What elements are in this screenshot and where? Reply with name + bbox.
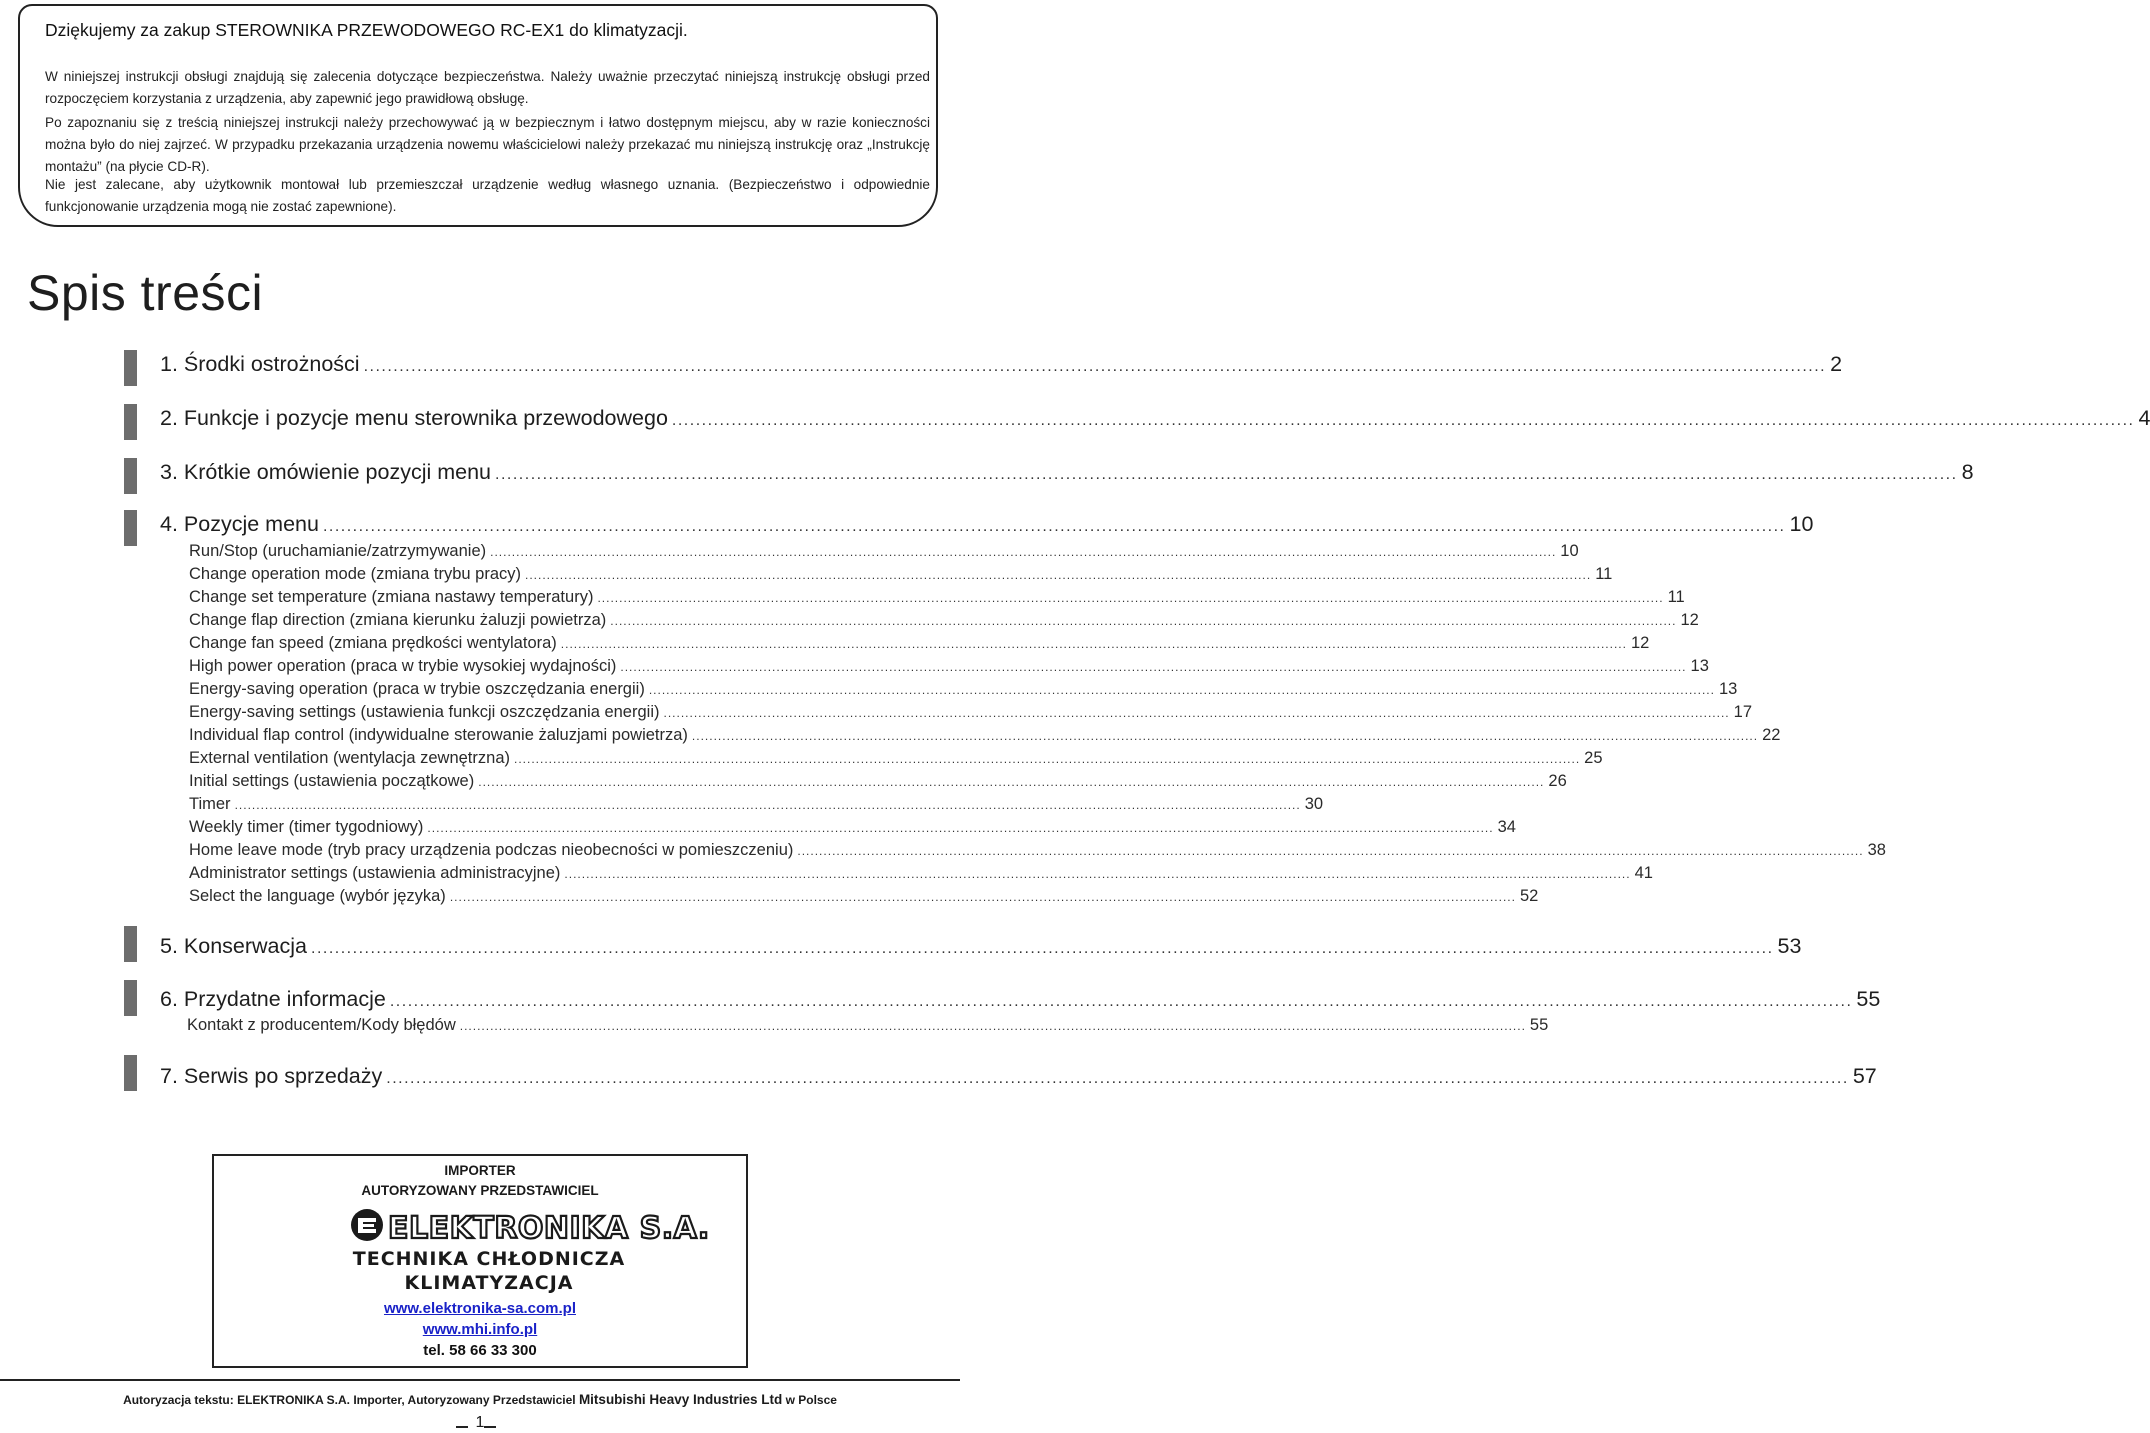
toc-menu-item[interactable] (189, 818, 1516, 837)
leader-dots (427, 821, 1493, 835)
toc-item-label: Select the language (wybór języka) (189, 887, 446, 905)
section-marker-bar (124, 510, 137, 546)
authorized-representative-label: AUTORYZOWANY PRZEDSTAWICIEL (361, 1183, 599, 1198)
logo-wordmark: ELEKTRONIKA S.A. (388, 1211, 710, 1246)
leader-dots (649, 683, 1715, 697)
toc-section-page: 4 (2138, 406, 2150, 430)
toc-section-page: 57 (1852, 1064, 1877, 1088)
toc-menu-item[interactable] (189, 634, 1650, 653)
toc-menu-item[interactable] (189, 795, 1324, 814)
toc-menu-item[interactable] (189, 565, 1613, 584)
toc-item-label: Home leave mode (tryb pracy urządzenia podczas nieobecności w pomieszczeniu) (189, 841, 794, 859)
toc-item-label: Individual flap control (indywidualne sterowanie żaluzjami powietrza) (189, 726, 688, 744)
toc-item-page: 12 (1630, 634, 1650, 652)
toc-menu-item[interactable] (189, 864, 1653, 883)
toc-item-page: 17 (1733, 703, 1753, 721)
toc-section-label: 6. Przydatne informacje (160, 987, 386, 1011)
toc-item-page: 11 (1667, 588, 1685, 606)
toc-heading: Spis treści (27, 265, 264, 321)
toc-item-label: Change flap direction (zmiana kierunku żaluzji powietrza) (189, 611, 607, 629)
toc-item-page: 52 (1519, 887, 1539, 905)
leader-dots (390, 993, 1853, 1011)
toc-item-page: 25 (1584, 749, 1603, 767)
toc-section-3[interactable] (160, 460, 1974, 485)
toc-item-label: Change set temperature (zmiana nastawy temperatury) (189, 588, 594, 606)
elektronika-logo (346, 1206, 710, 1294)
section-marker-bar (124, 1055, 137, 1091)
leader-dots (610, 614, 1676, 628)
toc-section-label: 2. Funkcje i pozycje menu sterownika przewodowego (160, 406, 668, 430)
toc-section-7[interactable] (160, 1064, 1877, 1089)
footer-credit (0, 1392, 960, 1407)
toc-item-label: Kontakt z producentem/Kody błędów (187, 1016, 456, 1034)
leader-dots (364, 358, 1827, 376)
toc-item-label: Initial settings (ustawienia początkowe) (189, 772, 475, 790)
toc-item-page: 13 (1718, 680, 1738, 698)
leader-dots (478, 775, 1544, 789)
logo-subtitle-2: KLIMATYZACJA (404, 1272, 574, 1294)
toc-item-page: 26 (1548, 772, 1567, 790)
footer-text-b: w Polsce (782, 1393, 837, 1407)
leader-dots (692, 729, 1758, 743)
importer-label: IMPORTER (444, 1163, 516, 1178)
toc-item-label: Weekly timer (timer tygodniowy) (189, 818, 424, 836)
toc-section-page: 53 (1777, 934, 1802, 958)
page-number-value: 1 (475, 1414, 485, 1431)
toc-menu-item[interactable] (189, 841, 1886, 860)
leader-dots (450, 890, 1516, 904)
toc-section-page: 2 (1830, 352, 1843, 376)
intro-paragraph-1: W niniejszej instrukcji obsługi znajdują się zalecenia dotyczące bezpieczeństwa. Należy uważnie przeczytać niniejszą instrukcję obsługi przed rozpoczęciem korzystania z urządzenia, aby zapewnić jego prawidłową obsługę. (45, 69, 930, 106)
toc-item-page: 11 (1595, 565, 1613, 583)
toc-section-label: 5. Konserwacja (160, 934, 307, 958)
toc-item-page: 30 (1304, 795, 1324, 813)
toc-menu-item[interactable] (189, 887, 1539, 906)
toc-item-page: 10 (1560, 542, 1579, 560)
intro-title: Dziękujemy za zakup STEROWNIKA PRZEWODOWEGO RC-EX1 do klimatyzacji. (45, 20, 688, 40)
toc-item-page: 34 (1497, 818, 1516, 836)
phone-number: tel. 58 66 33 300 (423, 1342, 537, 1359)
leader-dots (620, 660, 1686, 674)
toc-item-label: Timer (189, 795, 231, 813)
toc-item-page: 55 (1529, 1016, 1549, 1034)
toc-menu-item[interactable] (189, 611, 1699, 630)
page-number-dash (484, 1426, 496, 1428)
leader-dots (460, 1019, 1526, 1033)
website-link-mhi[interactable]: www.mhi.info.pl (422, 1321, 538, 1338)
toc-section-page: 10 (1789, 512, 1814, 536)
leader-dots (672, 412, 2135, 430)
leader-dots (514, 752, 1580, 766)
toc-section-2[interactable] (160, 406, 2150, 431)
toc-section-4[interactable] (160, 512, 1814, 537)
leader-dots (525, 568, 1591, 582)
toc-section-label: 4. Pozycje menu (160, 512, 319, 536)
section-marker-bar (124, 980, 137, 1016)
toc-section-5[interactable] (160, 934, 1802, 959)
toc-section-page: 55 (1856, 987, 1881, 1011)
toc-section-label: 7. Serwis po sprzedaży (160, 1064, 383, 1088)
toc-menu-item[interactable] (189, 772, 1567, 791)
leader-dots (663, 706, 1729, 720)
leader-dots (235, 798, 1301, 812)
toc-item-label: Change operation mode (zmiana trybu pracy) (189, 565, 522, 583)
toc-menu-item[interactable] (189, 542, 1579, 561)
leader-dots (495, 466, 1958, 484)
toc-item-label: Energy-saving operation (praca w trybie oszczędzania energii) (189, 680, 645, 698)
toc-menu-item[interactable] (189, 657, 1709, 676)
toc-item-label: Run/Stop (uruchamianie/zatrzymywanie) (189, 542, 487, 560)
toc-section-1[interactable] (160, 352, 1843, 377)
toc-item-page: 12 (1680, 611, 1699, 629)
leader-dots (490, 545, 1556, 559)
website-link-elektronika[interactable]: www.elektronika-sa.com.pl (383, 1300, 576, 1317)
toc-menu-item[interactable] (189, 588, 1685, 607)
toc-item-page: 22 (1762, 726, 1781, 744)
toc-item-page: 38 (1867, 841, 1886, 859)
intro-paragraph-3: Nie jest zalecane, aby użytkownik montował lub przemieszczał urządzenie według własnego uznania. (Bezpieczeństwo i odpowiednie funkcjonowanie urządzenia mogą nie zostać zapewnione). (45, 177, 930, 214)
logo-subtitle-1: TECHNIKA CHŁODNICZA (352, 1248, 626, 1270)
footer-text-a: Autoryzacja tekstu: ELEKTRONIKA S.A. Importer, Autoryzowany Przedstawiciel (123, 1393, 579, 1407)
toc-menu-item[interactable] (189, 726, 1781, 745)
toc-item-label: Energy-saving settings (ustawienia funkcji oszczędzania energii) (189, 703, 660, 721)
toc-section-page: 8 (1961, 460, 1974, 484)
page-number (456, 1414, 504, 1432)
toc-menu-item[interactable] (189, 749, 1603, 768)
importer-box (212, 1154, 748, 1368)
leader-dots (386, 1070, 1849, 1088)
leader-dots (797, 844, 1863, 858)
section-marker-bar (124, 458, 137, 494)
intro-paragraph-2: Po zapoznaniu się z treścią niniejszej instrukcji należy przechowywać ją w bezpiecznym i łatwo dostępnym miejscu, aby w razie konieczności można było do niej zajrzeć. W przypadku przekazania urządzenia nowemu właścicielowi należy przekazać mu niniejszą instrukcję oraz „Instrukcję montażu” (na płycie CD-R). (45, 115, 930, 174)
leader-dots (311, 940, 1774, 958)
toc-item-label: Administrator settings (ustawienia administracyjne) (189, 864, 561, 882)
toc-item-label: External ventilation (wentylacja zewnętrzna) (189, 749, 510, 767)
toc-info-item[interactable] (187, 1016, 1549, 1035)
toc-item-page: 41 (1634, 864, 1653, 882)
leader-dots (564, 867, 1630, 881)
toc-item-label: Change fan speed (zmiana prędkości wentylatora) (189, 634, 557, 652)
leader-dots (561, 637, 1627, 651)
toc-section-label: 1. Środki ostrożności (160, 352, 360, 376)
toc-item-page: 13 (1690, 657, 1709, 675)
section-marker-bar (124, 926, 137, 962)
footer-rule (0, 1379, 960, 1381)
footer-brand: Mitsubishi Heavy Industries Ltd (578, 1392, 783, 1407)
leader-dots (323, 518, 1786, 536)
toc-item-label: High power operation (praca w trybie wysokiej wydajności) (189, 657, 617, 675)
leader-dots (597, 591, 1663, 605)
toc-section-label: 3. Krótkie omówienie pozycji menu (160, 460, 492, 484)
section-marker-bar (124, 404, 137, 440)
toc-menu-item[interactable] (189, 680, 1738, 699)
section-marker-bar (124, 350, 137, 386)
toc-section-6[interactable] (160, 987, 1881, 1012)
toc-menu-item[interactable] (189, 703, 1753, 722)
